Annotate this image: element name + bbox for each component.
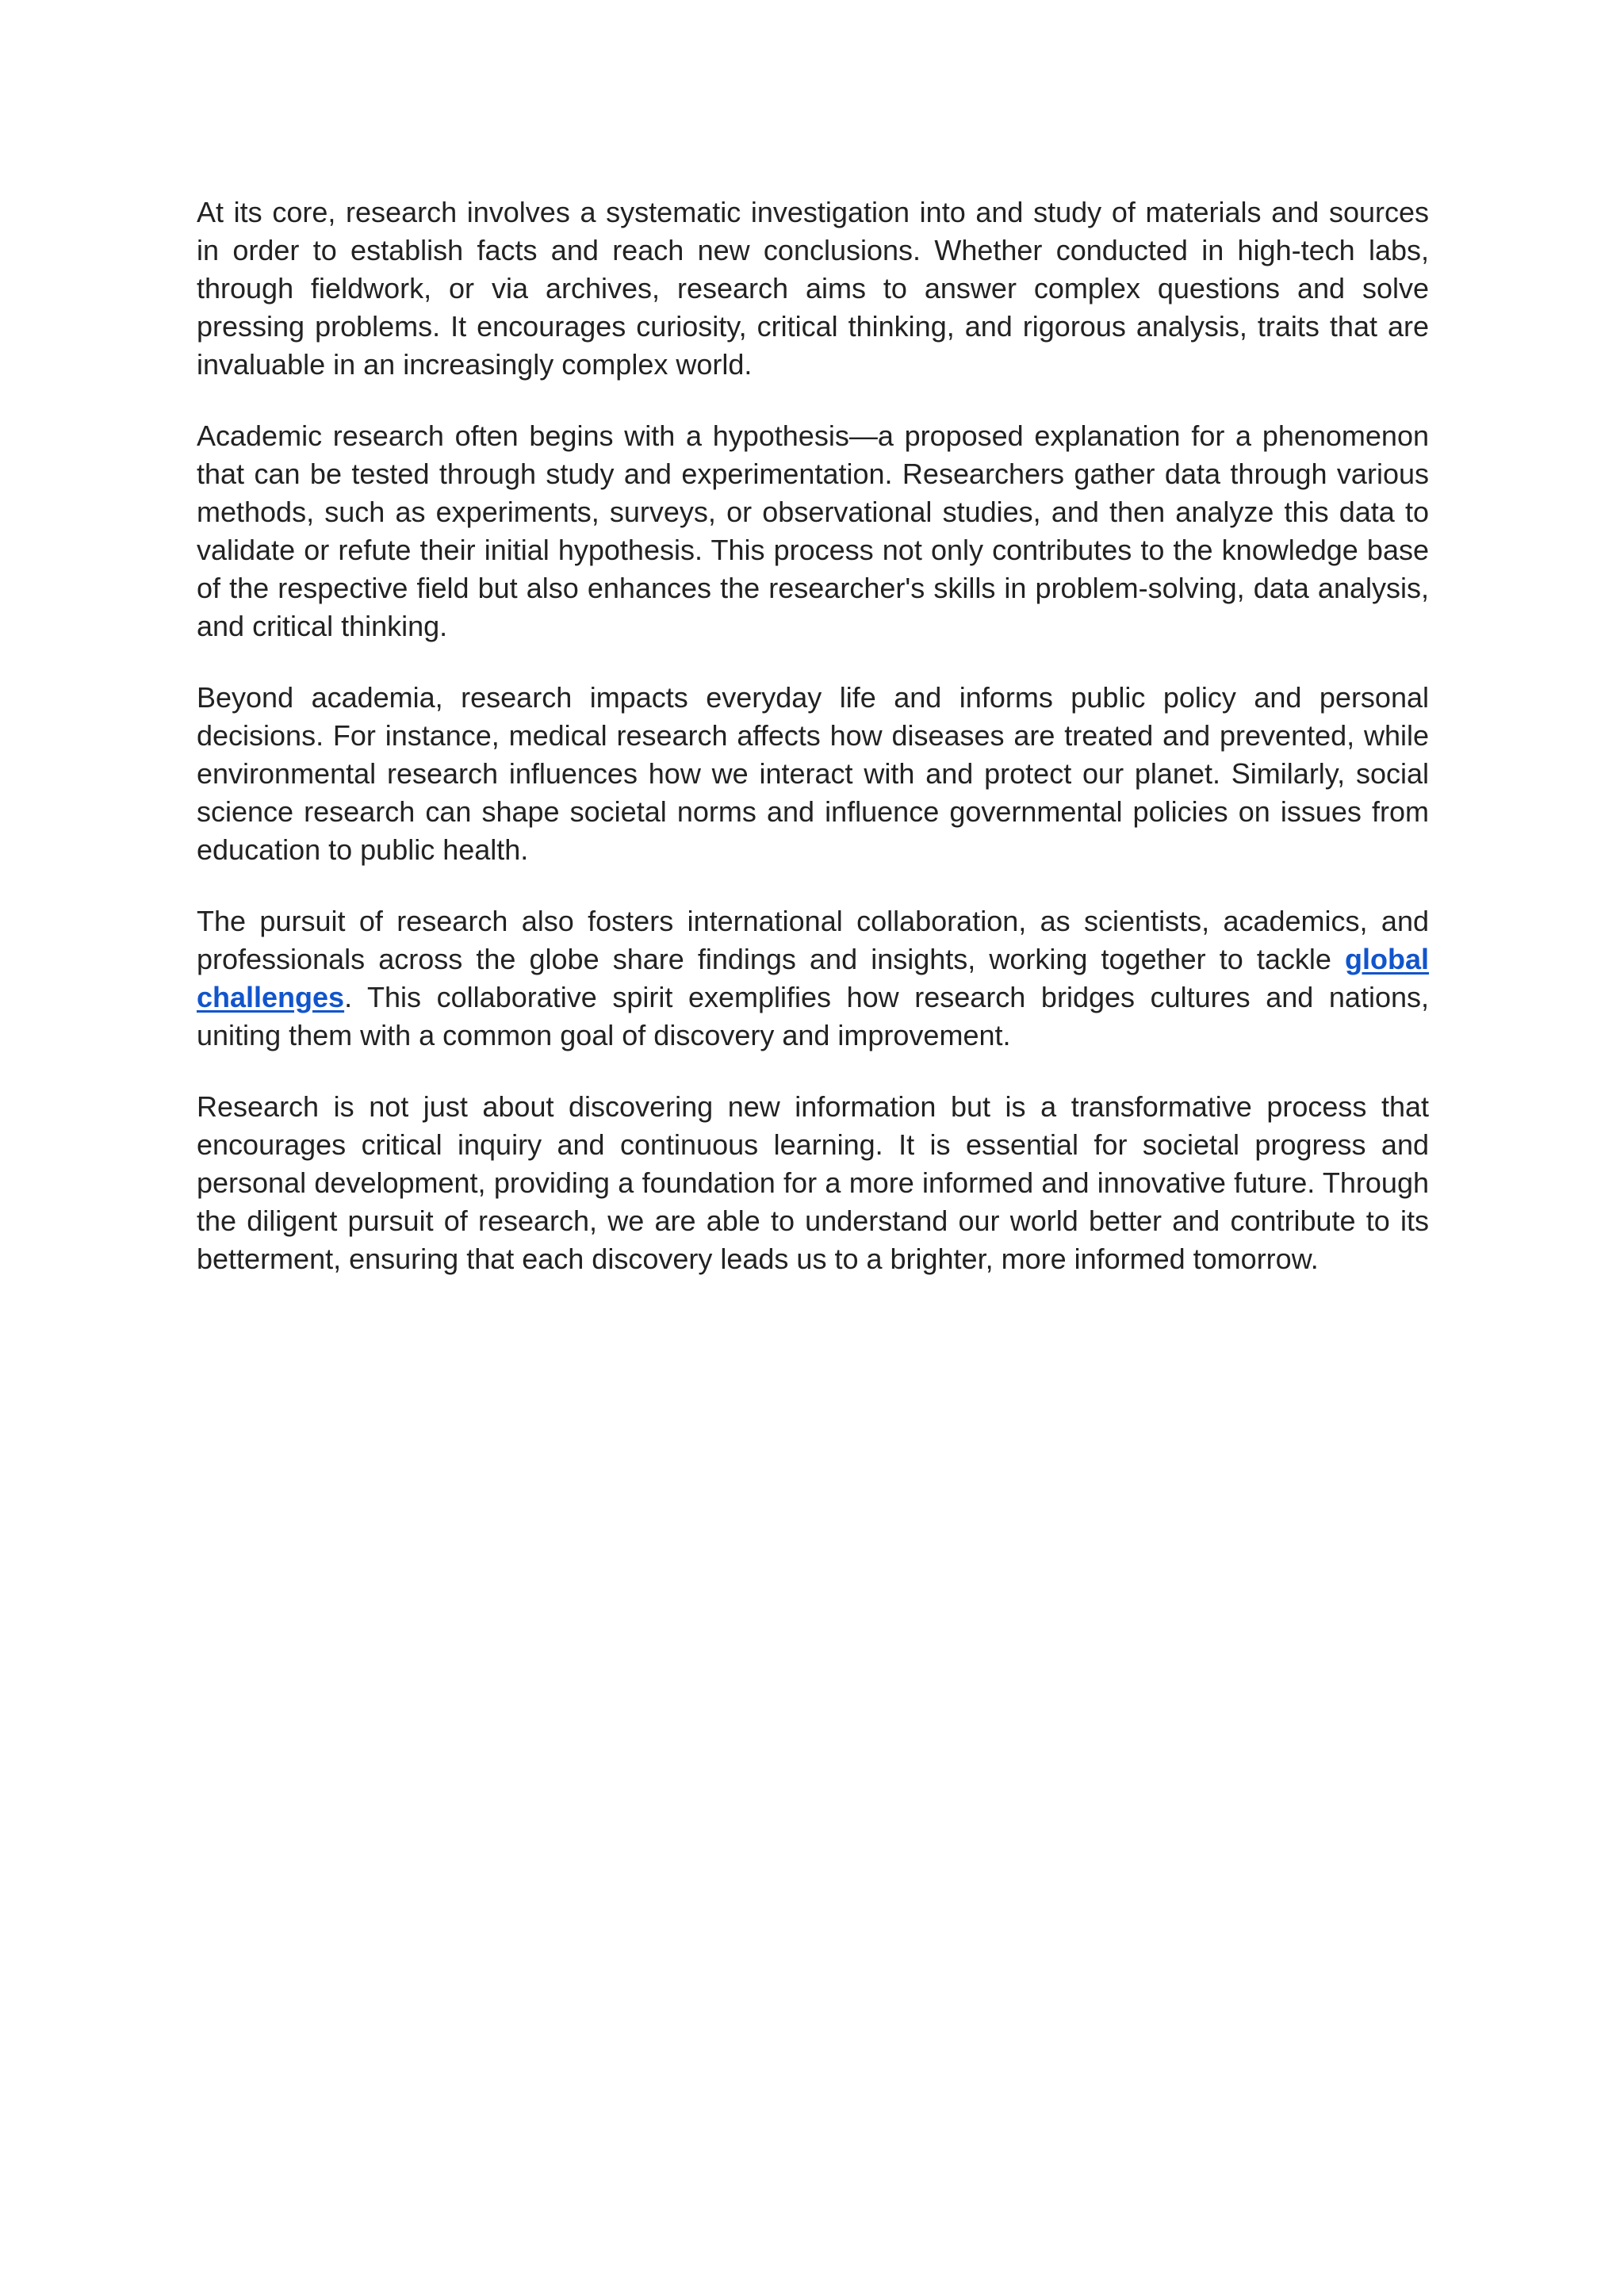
document-body xyxy=(197,193,1429,1312)
global-challenges-link[interactable]: global challenges xyxy=(197,943,1429,1013)
paragraph-2: Academic research often begins with a hypothesis—a proposed explanation for a phenomenon that can be tested through study and experimentation. Researchers gather data through various methods, such as experiments, surveys, or observational studies, and then analyze this data to validate or refute their initial hypothesis. This process not only contributes to the knowledge base of the respective field but also enhances the researcher's skills in problem-solving, data analysis, and critical thinking. xyxy=(197,419,1429,642)
paragraph-4-text-after-link: . This collaborative spirit exemplifies how research bridges cultures and nations, uniting them with a common goal of discovery and improvement. xyxy=(197,981,1429,1051)
paragraph-3: Beyond academia, research impacts everyday life and informs public policy and personal decisions. For instance, medical research affects how diseases are treated and prevented, while environmental research influences how we interact with and protect our planet. Similarly, social science research can shape societal norms and influence governmental policies on issues from education to public health. xyxy=(197,681,1429,866)
paragraph-4-text-before-link: The pursuit of research also fosters international collaboration, as scientists, academics, and professionals across the globe share findings and insights, working together to tackle xyxy=(197,905,1429,975)
paragraph-4 xyxy=(197,902,1429,1055)
paragraph-5: Research is not just about discovering new information but is a transformative process that encourages critical inquiry and continuous learning. It is essential for societal progress and personal development, providing a foundation for a more informed and innovative future. Through the diligent pursuit of research, we are able to understand our world better and contribute to its betterment, ensuring that each discovery leads us to a brighter, more informed tomorrow. xyxy=(197,1090,1429,1275)
paragraph-1: At its core, research involves a systematic investigation into and study of materials and sources in order to establish facts and reach new conclusions. Whether conducted in high-tech labs, through fieldwork, or via archives, research aims to answer complex questions and solve pressing problems. It encourages curiosity, critical thinking, and rigorous analysis, traits that are invaluable in an increasingly complex world. xyxy=(197,196,1429,381)
